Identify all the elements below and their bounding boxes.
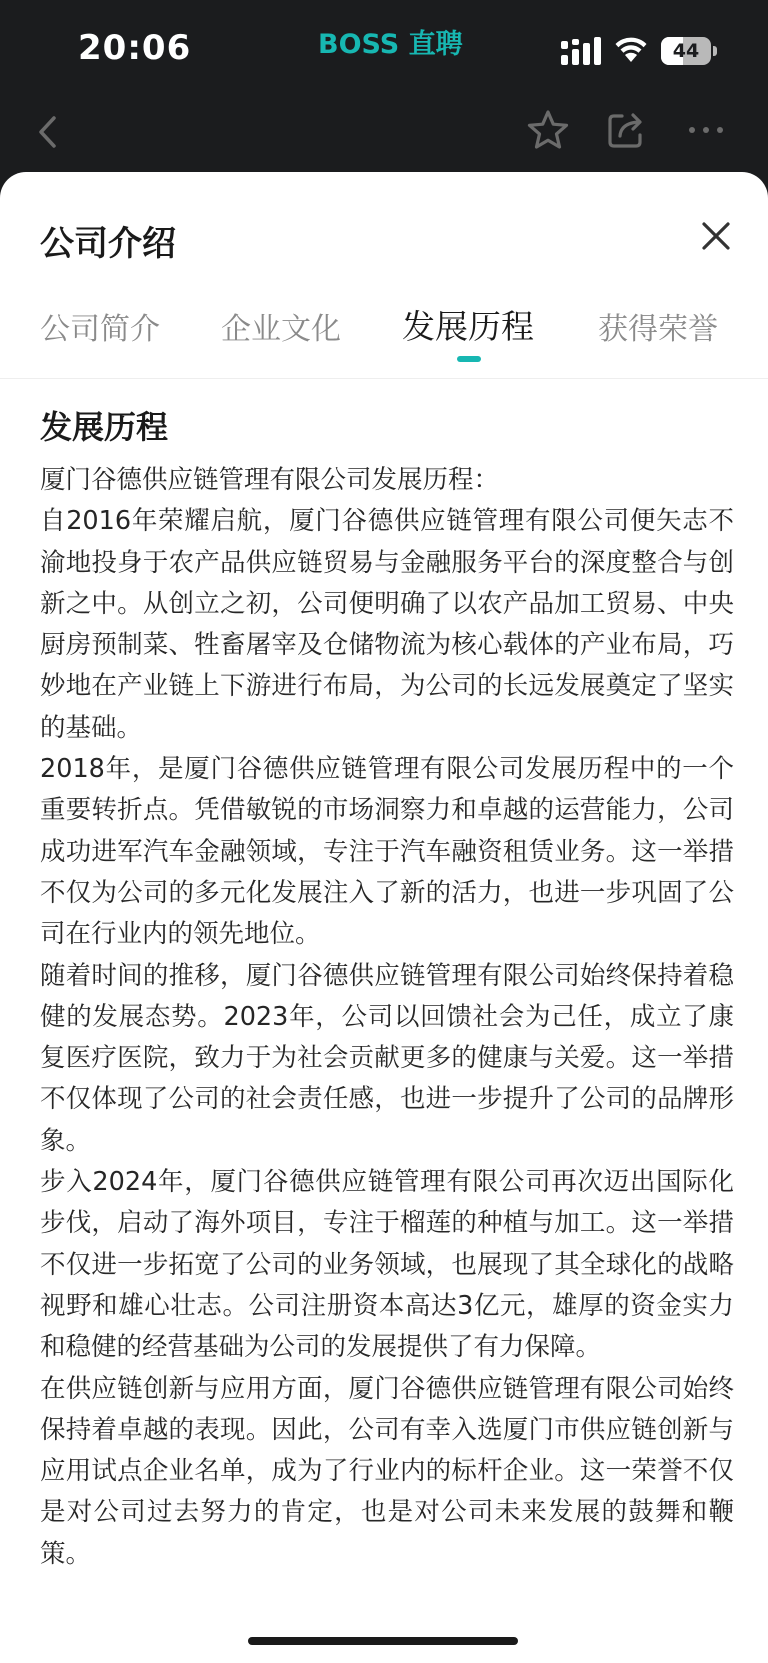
section-title: 发展历程 — [40, 408, 169, 446]
battery-body — [661, 37, 711, 65]
active-tab-indicator — [457, 356, 481, 362]
battery-tip — [713, 46, 717, 56]
home-indicator — [248, 1637, 518, 1645]
history-paragraph: 2018年，是厦门谷德供应链管理有限公司发展历程中的一个重要转折点。凭借敏锐的市场洞察力和卓越的运营能力，公司成功进军汽车金融领域，专注于汽车融资租赁业务。这一举措不仅为公司的多元化发展注入了新的活力，也进一步巩固了公司在行业内的领先地位。 — [40, 754, 734, 950]
history-paragraph: 随着时间的推移，厦门谷德供应链管理有限公司始终保持着稳健的发展态势。2023年，公司以回馈社会为己任，成立了康复医疗医院，致力于为社会贡献更多的健康与关爱。这一举措不仅体现了公司的社会责任感，也进一步提升了公司的品牌形象。 — [40, 960, 734, 1156]
sheet-title: 公司介绍 — [40, 224, 176, 264]
tab-development-history[interactable]: 发展历程 — [402, 307, 534, 346]
tab-bar — [0, 304, 768, 364]
tab-company-profile[interactable]: 公司简介 — [40, 312, 160, 347]
divider — [0, 378, 768, 379]
nav-bar — [0, 100, 768, 172]
wifi-icon — [614, 34, 648, 64]
history-paragraph: 步入2024年，厦门谷德供应链管理有限公司再次迈出国际化步伐，启动了海外项目，专注于榴莲的种植与加工。这一举措不仅进一步拓宽了公司的业务领域，也展现了其全球化的战略视野和雄心壮志。公司注册资本高达3亿元，雄厚的资金实力和稳健的经营基础为公司的发展提供了有力保障。 — [40, 1167, 734, 1363]
tab-honors[interactable]: 获得荣誉 — [598, 312, 718, 347]
battery-icon — [661, 37, 717, 65]
battery-level: 44 — [672, 40, 700, 62]
more-icon[interactable] — [686, 108, 726, 152]
star-icon[interactable] — [526, 108, 570, 152]
tab-corporate-culture[interactable]: 企业文化 — [221, 312, 341, 347]
status-brand: BOSS 直聘 — [318, 29, 463, 60]
history-paragraph: 厦门谷德供应链管理有限公司发展历程： — [40, 465, 500, 495]
close-icon[interactable] — [696, 216, 736, 256]
history-content — [40, 460, 734, 1575]
history-paragraph: 在供应链创新与应用方面，厦门谷德供应链管理有限公司始终保持着卓越的表现。因此，公司有幸入选厦门市供应链创新与应用试点企业名单，成为了行业内的标杆企业。这一荣誉不仅是对公司过去努力的肯定，也是对公司未来发展的鼓舞和鞭策。 — [40, 1373, 734, 1569]
share-icon[interactable] — [606, 108, 646, 152]
status-bar — [0, 0, 768, 100]
cellular-signal-icon — [561, 37, 603, 65]
status-time: 20:06 — [78, 28, 192, 68]
company-intro-sheet — [0, 172, 768, 1663]
back-icon[interactable] — [34, 108, 60, 156]
history-paragraph: 自2016年荣耀启航，厦门谷德供应链管理有限公司便矢志不渝地投身于农产品供应链贸易与金融服务平台的深度整合与创新之中。从创立之初，公司便明确了以农产品加工贸易、中央厨房预制菜、牲畜屠宰及仓储物流为核心载体的产业布局，巧妙地在产业链上下游进行布局，为公司的长远发展奠定了坚实的基础。 — [40, 506, 734, 743]
